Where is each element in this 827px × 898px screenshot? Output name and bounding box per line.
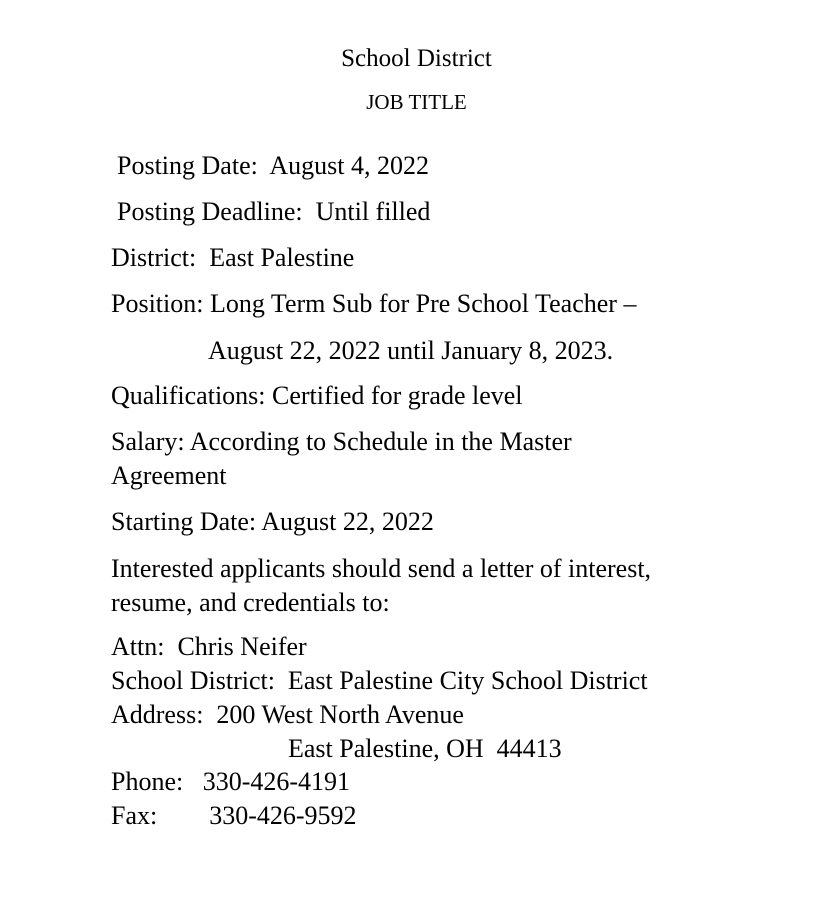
posting-date: Posting Date: August 4, 2022 [117,151,430,180]
salary-line-2: Agreement [111,461,227,490]
contact-school-district: School District: East Palestine City School District [111,666,648,695]
document-title: School District [341,45,492,72]
document-subtitle: JOB TITLE [366,90,467,114]
contact-phone: Phone: 330-426-4191 [111,767,351,796]
interest-line-1: Interested applicants should send a letter of interest, [111,554,652,583]
posting-deadline: Posting Deadline: Until filled [117,197,431,226]
position: Position: Long Term Sub for Pre School Teacher – [111,289,637,318]
interest-line-2: resume, and credentials to: [111,588,390,617]
position-dates: August 22, 2022 until January 8, 2023. [208,336,614,365]
contact-address-line-2: East Palestine, OH 44413 [288,734,562,763]
salary-line-1: Salary: According to Schedule in the Master [111,427,572,456]
contact-attn: Attn: Chris Neifer [111,632,307,661]
district: District: East Palestine [111,243,355,272]
contact-address-line-1: Address: 200 West North Avenue [111,700,464,729]
starting-date: Starting Date: August 22, 2022 [111,507,434,536]
contact-fax: Fax: 330-426-9592 [111,801,357,830]
qualifications: Qualifications: Certified for grade level [111,381,523,410]
